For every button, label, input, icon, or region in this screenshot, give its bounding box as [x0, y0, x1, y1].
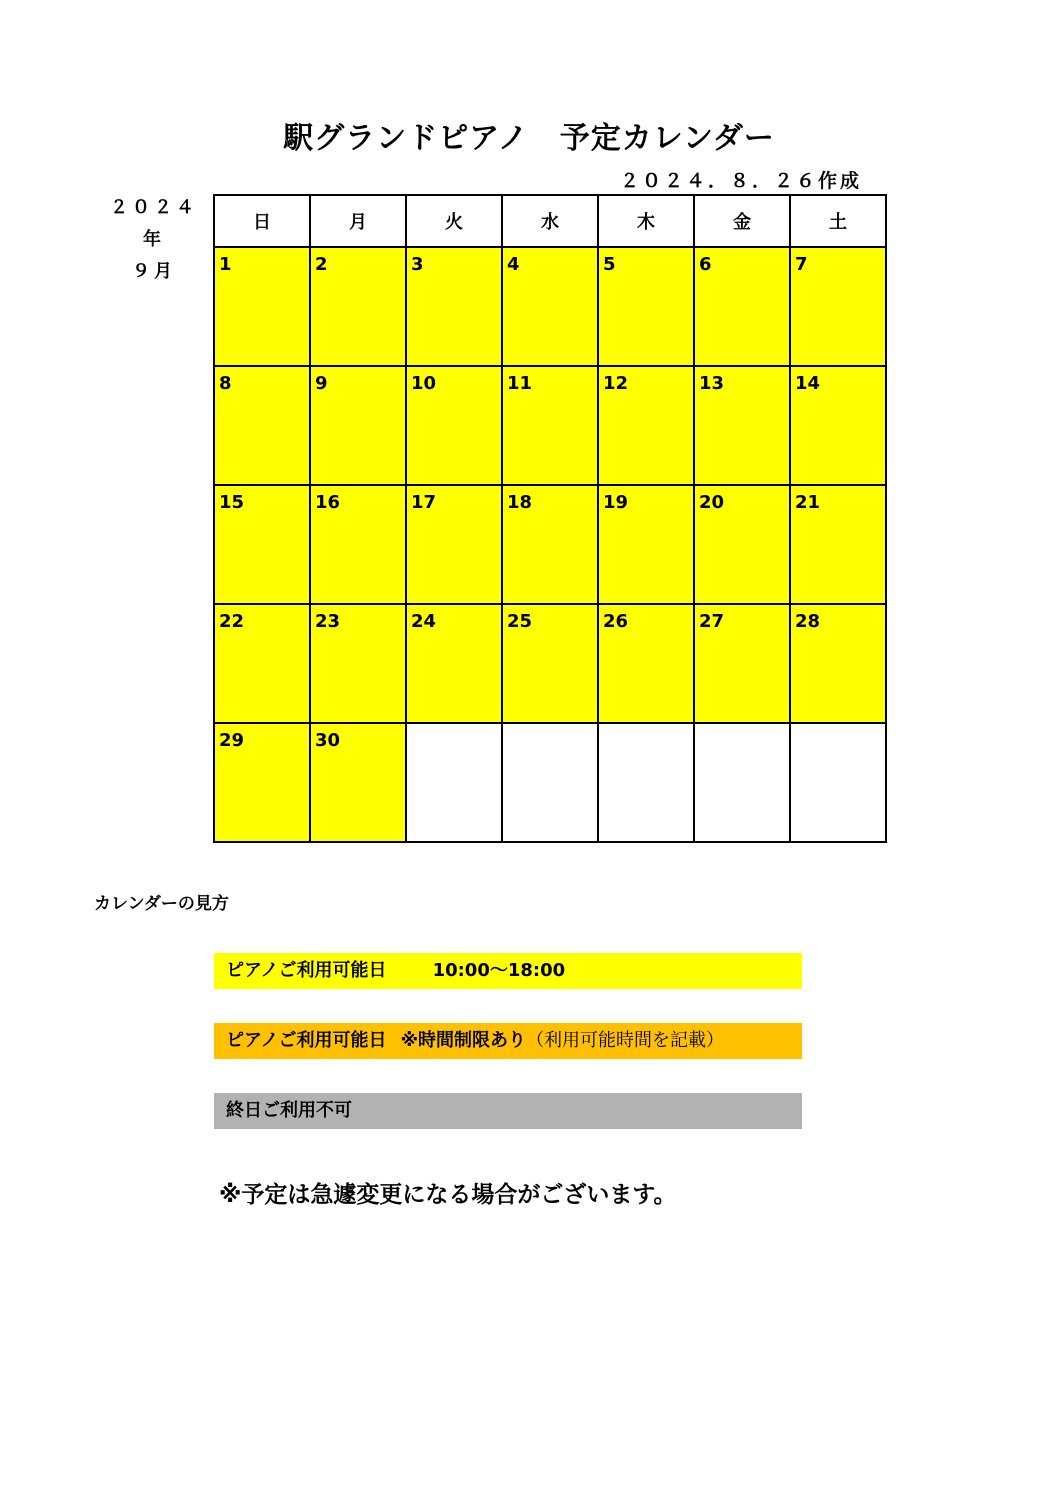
day-number: 13	[699, 373, 725, 394]
calendar-day-cell	[214, 604, 310, 723]
legend-limited-label: ピアノご利用可能日	[226, 1030, 387, 1051]
calendar-day-cell	[598, 366, 694, 485]
legend-unavailable	[214, 1093, 802, 1129]
legend-available	[214, 953, 802, 989]
calendar-day-cell	[406, 485, 502, 604]
day-number: 24	[411, 611, 437, 632]
calendar-week-row	[214, 723, 886, 842]
day-number: 19	[603, 492, 629, 513]
weekday-header-row	[214, 195, 886, 247]
year-month-label	[100, 192, 208, 288]
day-number: 18	[507, 492, 533, 513]
day-number: 15	[219, 492, 245, 513]
calendar-day-cell	[790, 247, 886, 366]
calendar-day-empty	[790, 723, 886, 842]
calendar-day-cell	[310, 604, 406, 723]
calendar-day-cell	[406, 247, 502, 366]
weekday-sun: 日	[214, 195, 310, 247]
created-date: ２０２４．８．２６作成	[619, 170, 862, 192]
calendar-day-cell	[598, 604, 694, 723]
calendar-day-cell	[790, 485, 886, 604]
calendar-day-cell	[214, 485, 310, 604]
day-number: 17	[411, 492, 437, 513]
calendar-day-cell	[598, 485, 694, 604]
calendar-day-empty	[694, 723, 790, 842]
page-title: 駅グランドピアノ 予定カレンダー	[283, 121, 775, 156]
schedule-change-notice: ※予定は急遽変更になる場合がございます。	[219, 1182, 677, 1208]
calendar-day-cell	[502, 485, 598, 604]
calendar-day-cell	[790, 604, 886, 723]
day-number: 11	[507, 373, 533, 394]
weekday-tue: 火	[406, 195, 502, 247]
calendar-week-row	[214, 366, 886, 485]
calendar-week-row	[214, 604, 886, 723]
day-number: 23	[315, 611, 341, 632]
calendar-day-cell	[406, 366, 502, 485]
calendar-day-cell	[310, 485, 406, 604]
legend-heading: カレンダーの見方	[94, 894, 229, 914]
day-number: 3	[411, 254, 424, 275]
calendar-day-cell	[694, 604, 790, 723]
day-number: 27	[699, 611, 725, 632]
weekday-fri: 金	[694, 195, 790, 247]
calendar-day-cell	[502, 366, 598, 485]
legend-available-hours: 10:00～18:00	[432, 960, 566, 981]
day-number: 26	[603, 611, 629, 632]
calendar-day-empty	[406, 723, 502, 842]
calendar-day-cell	[310, 247, 406, 366]
calendar-day-cell	[310, 366, 406, 485]
calendar-day-cell	[502, 604, 598, 723]
day-number: 29	[219, 730, 245, 751]
day-number: 2	[315, 254, 328, 275]
month-label: ９月	[132, 261, 176, 282]
calendar-day-cell	[694, 366, 790, 485]
day-number: 1	[219, 254, 232, 275]
day-number: 9	[315, 373, 328, 394]
calendar-week-row	[214, 247, 886, 366]
calendar-day-cell	[598, 247, 694, 366]
day-number: 14	[795, 373, 821, 394]
calendar-week-row	[214, 485, 886, 604]
day-number: 22	[219, 611, 245, 632]
day-number: 7	[795, 254, 808, 275]
calendar-day-cell	[694, 247, 790, 366]
day-number: 28	[795, 611, 821, 632]
day-number: 25	[507, 611, 533, 632]
calendar-day-cell	[502, 247, 598, 366]
calendar-table	[213, 194, 887, 843]
day-number: 5	[603, 254, 616, 275]
calendar-day-cell	[214, 723, 310, 842]
calendar-day-cell	[406, 604, 502, 723]
legend-limited-note: ※時間制限あり	[400, 1030, 527, 1051]
day-number: 21	[795, 492, 821, 513]
day-number: 6	[699, 254, 712, 275]
day-number: 12	[603, 373, 629, 394]
legend-unavailable-label: 終日ご利用不可	[226, 1100, 352, 1121]
calendar-day-cell	[694, 485, 790, 604]
year-label: ２０２４年	[110, 197, 198, 250]
legend-available-label: ピアノご利用可能日	[226, 960, 387, 981]
weekday-sat: 土	[790, 195, 886, 247]
day-number: 20	[699, 492, 725, 513]
day-number: 10	[411, 373, 437, 394]
calendar-body	[214, 247, 886, 842]
calendar-day-cell	[214, 247, 310, 366]
legend-limited	[214, 1023, 802, 1059]
calendar-day-cell	[310, 723, 406, 842]
calendar-day-cell	[790, 366, 886, 485]
weekday-wed: 水	[502, 195, 598, 247]
weekday-mon: 月	[310, 195, 406, 247]
legend-limited-detail: （利用可能時間を記載）	[526, 1030, 725, 1051]
day-number: 16	[315, 492, 341, 513]
day-number: 8	[219, 373, 232, 394]
calendar-day-empty	[598, 723, 694, 842]
day-number: 30	[315, 730, 341, 751]
weekday-thu: 木	[598, 195, 694, 247]
calendar-day-cell	[214, 366, 310, 485]
calendar-day-empty	[502, 723, 598, 842]
day-number: 4	[507, 254, 520, 275]
